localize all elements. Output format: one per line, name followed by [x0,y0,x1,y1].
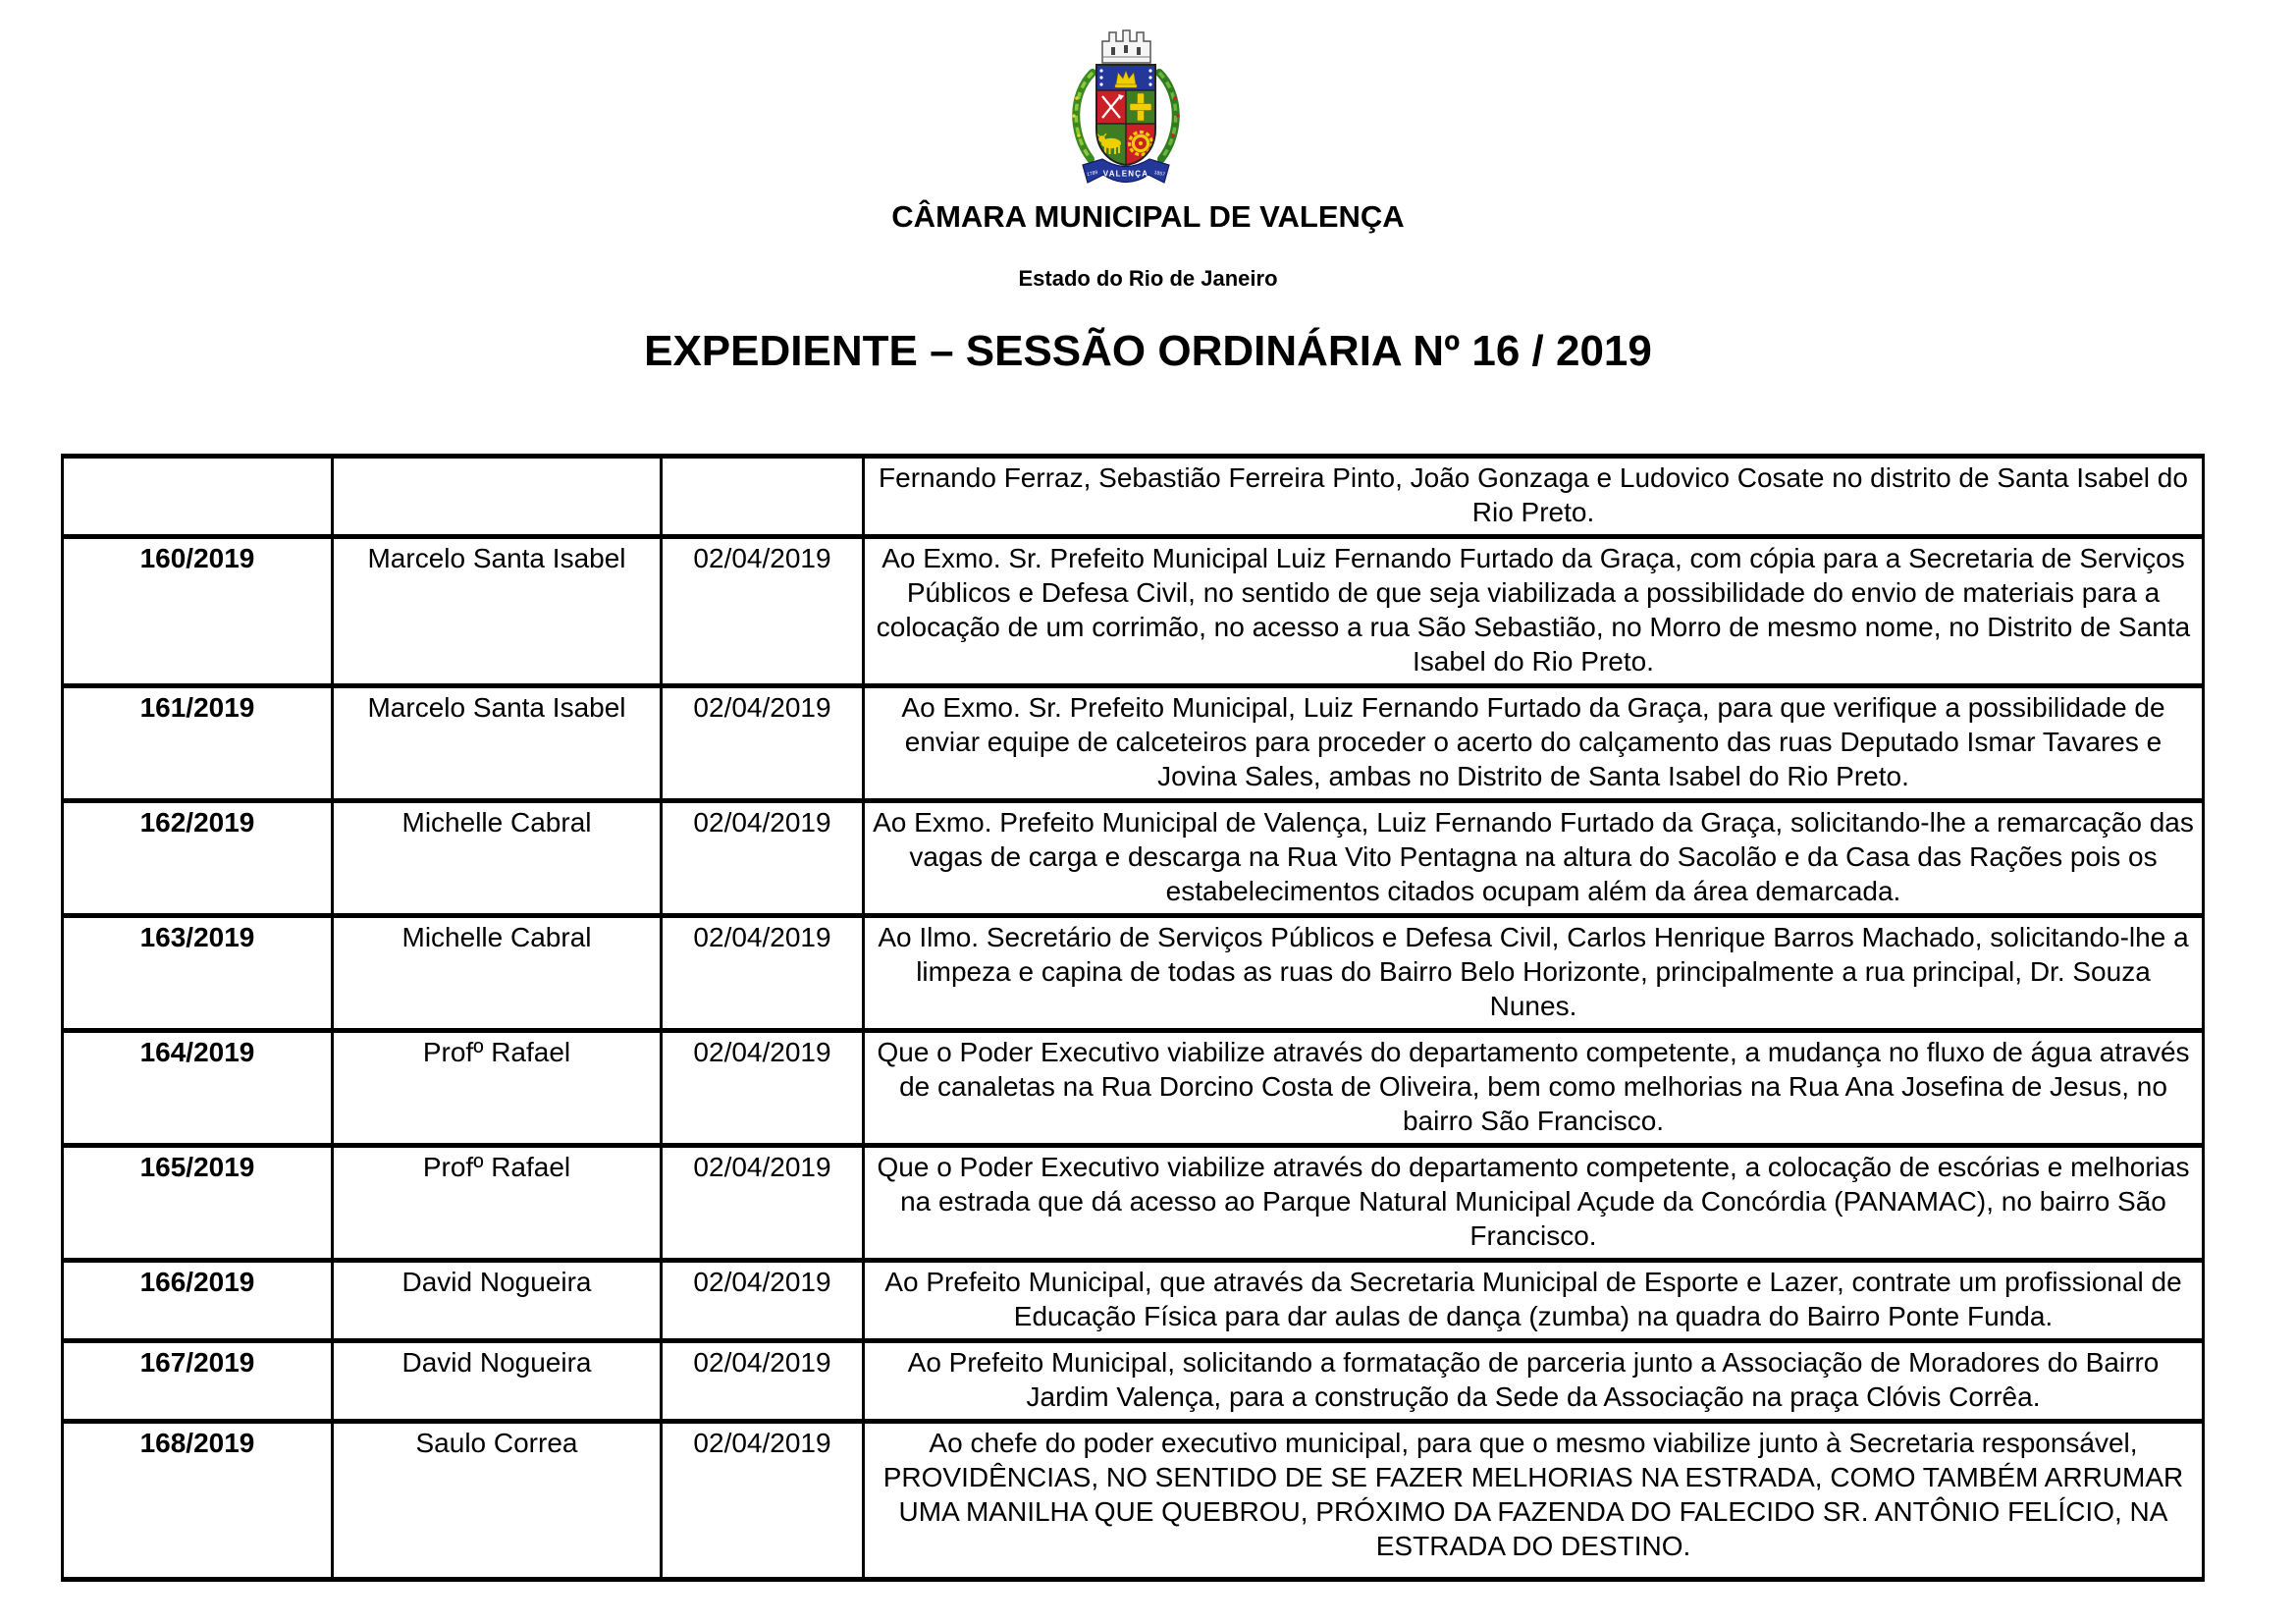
banner-year-right: 1857 [1153,169,1166,179]
row-author: Michelle Cabral [333,801,662,916]
table-row [63,457,2204,537]
row-description: Ao Ilmo. Secretário de Serviços Públicos e Defesa Civil, Carlos Henrique Barros Machado, solicitando-lhe a limpeza e capina de todas as ruas do Bairro Belo Horizonte, principalmente a rua principal, Dr. Souza Nunes. [864,916,2204,1031]
table-row [63,1341,2204,1422]
row-author: Profº Rafael [333,1031,662,1146]
row-author: David Nogueira [333,1261,662,1341]
row-number: 166/2019 [63,1261,333,1341]
row-author: Saulo Correa [333,1422,662,1580]
banner-year-left: 1789 [1086,169,1098,179]
row-description: Ao chefe do poder executivo municipal, para que o mesmo viabilize junto à Secretaria responsável, PROVIDÊNCIAS, NO SENTIDO DE SE FAZER MELHORIAS NA ESTRADA, COMO TAMBÉM ARRUMAR UMA MANILHA QUE QUEBROU, PRÓXIMO DA FAZENDA DO FALECIDO SR. ANTÔNIO FELÍCIO, NA ESTRADA DO DESTINO. [864,1422,2204,1580]
row-description: Que o Poder Executivo viabilize através do departamento competente, a mudança no fluxo de água através de canaletas na Rua Dorcino Costa de Oliveira, bem como melhorias na Rua Ana Josefina de Jesus, no bairro São Francisco. [864,1031,2204,1146]
row-description: Ao Exmo. Sr. Prefeito Municipal Luiz Fernando Furtado da Graça, com cópia para a Secretaria de Serviços Públicos e Defesa Civil, no sentido de que seja viabilizada a possibilidade do envio de materiais para a colocação de um corrimão, no acesso a rua São Sebastião, no Morro de mesmo nome, no Distrito de Santa Isabel do Rio Preto. [864,537,2204,686]
table-row [63,686,2204,801]
table-row [63,916,2204,1031]
row-date: 02/04/2019 [662,916,864,1031]
mural-crown-icon [1102,30,1150,63]
row-number: 164/2019 [63,1031,333,1146]
row-description: Que o Poder Executivo viabilize através do departamento competente, a colocação de escórias e melhorias na estrada que dá acesso ao Parque Natural Municipal Açude da Concórdia (PANAMAC), no bairro São Francisco. [864,1146,2204,1261]
table-row [63,1422,2204,1580]
row-number: 167/2019 [63,1341,333,1422]
expediente-table-body [63,457,2204,1580]
row-number: 160/2019 [63,537,333,686]
row-description: Ao Prefeito Municipal, solicitando a formatação de parceria junto a Associação de Moradores do Bairro Jardim Valença, para a construção da Sede da Associação na praça Clóvis Corrêa. [864,1341,2204,1422]
table-row [63,537,2204,686]
page-title: EXPEDIENTE – SESSÃO ORDINÁRIA Nº 16 / 2019 [644,327,1652,375]
row-number: 161/2019 [63,686,333,801]
row-description: Ao Exmo. Prefeito Municipal de Valença, Luiz Fernando Furtado da Graça, solicitando-lhe a remarcação das vagas de carga e descarga na Rua Vito Pentagna na altura do Sacolão e da Casa das Rações pois os estabelecimentos citados ocupam além da área demarcada. [864,801,2204,916]
table-row [63,1031,2204,1146]
row-date: 02/04/2019 [662,1422,864,1580]
row-description: Fernando Ferraz, Sebastião Ferreira Pinto, João Gonzaga e Ludovico Cosate no distrito de Santa Isabel do Rio Preto. [864,457,2204,537]
state-name: Estado do Rio de Janeiro [1018,266,1278,291]
row-date: 02/04/2019 [662,1146,864,1261]
row-description: Ao Exmo. Sr. Prefeito Municipal, Luiz Fernando Furtado da Graça, para que verifique a possibilidade de enviar equipe de calceteiros para proceder o acerto do calçamento das ruas Deputado Ismar Tavares e Jovina Sales, ambas no Distrito de Santa Isabel do Rio Preto. [864,686,2204,801]
expediente-table [61,454,2205,1582]
row-number [63,457,333,537]
table-row [63,1261,2204,1341]
row-date: 02/04/2019 [662,1261,864,1341]
row-date: 02/04/2019 [662,686,864,801]
row-date: 02/04/2019 [662,1031,864,1146]
row-date: 02/04/2019 [662,801,864,916]
row-date: 02/04/2019 [662,537,864,686]
row-date: 02/04/2019 [662,1341,864,1422]
row-description: Ao Prefeito Municipal, que através da Secretaria Municipal de Esporte e Lazer, contrate um profissional de Educação Física para dar aulas de dança (zumba) na quadra do Bairro Ponte Funda. [864,1261,2204,1341]
row-author: Michelle Cabral [333,916,662,1031]
shield-icon [1096,65,1155,165]
row-number: 162/2019 [63,801,333,916]
row-number: 165/2019 [63,1146,333,1261]
row-author: Profº Rafael [333,1146,662,1261]
row-number: 168/2019 [63,1422,333,1580]
table-row [63,1146,2204,1261]
banner-city-name: VALENÇA [1102,169,1149,179]
coat-of-arms [1057,20,1195,189]
row-number: 163/2019 [63,916,333,1031]
row-author: Marcelo Santa Isabel [333,686,662,801]
row-date [662,457,864,537]
table-row [63,801,2204,916]
row-author [333,457,662,537]
row-author: David Nogueira [333,1341,662,1422]
row-author: Marcelo Santa Isabel [333,537,662,686]
org-name: CÂMARA MUNICIPAL DE VALENÇA [891,199,1405,234]
